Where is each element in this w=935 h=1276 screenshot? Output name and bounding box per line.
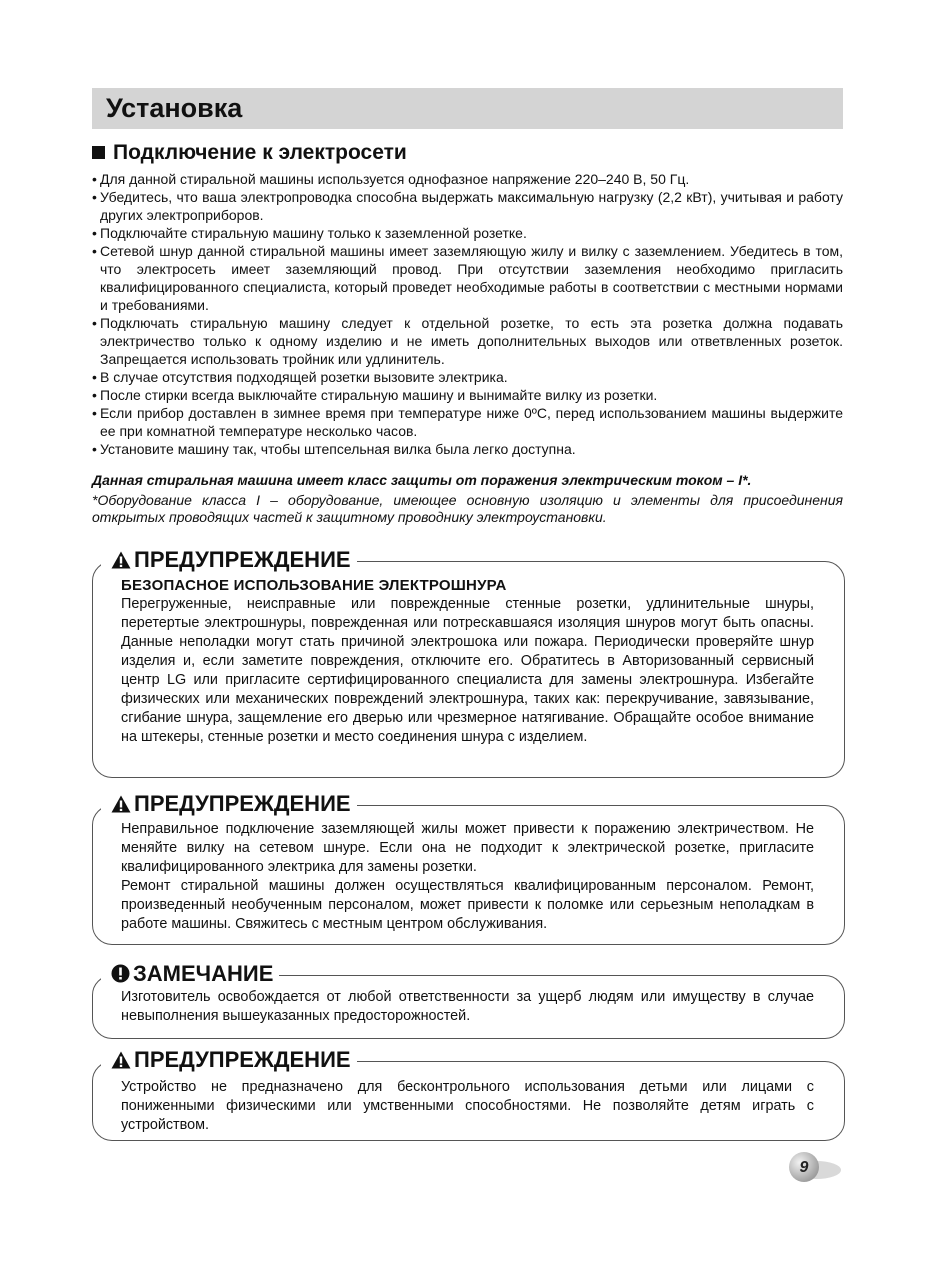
warning-box-grounding xyxy=(92,791,845,945)
page-number: 9 xyxy=(799,1159,809,1176)
list-item: • Подключайте стиральную машину только к заземленной розетке. xyxy=(92,224,843,242)
list-item: • Подключать стиральную машину следует к отдельной розетке, то есть эта розетка должна подавать электричество только к одному изделию и не иметь дополнительных выходов или ответвленных розеток. Запрещается использовать тройник или удлинитель. xyxy=(92,314,843,368)
bullet-list xyxy=(92,170,843,458)
note-box xyxy=(92,961,845,1039)
page-title-bar xyxy=(92,88,843,129)
note-title-text: ЗАМЕЧАНИЕ xyxy=(133,961,274,986)
list-item: • В случае отсутствия подходящей розетки вызовите электрика. xyxy=(92,368,843,386)
protection-class-footnote: *Оборудование класса I – оборудование, имеющее основную изоляцию и элементы для присоединения открытых проводящих частей к защитному проводнику электроустановки. xyxy=(92,492,843,525)
warning-title xyxy=(101,545,357,575)
warning-title-text: ПРЕДУПРЕЖДЕНИЕ xyxy=(134,1047,351,1072)
exclamation-circle-icon xyxy=(111,964,130,983)
warning-body xyxy=(121,1078,814,1135)
warning-box-children xyxy=(92,1047,845,1141)
warning-triangle-icon xyxy=(111,1051,131,1069)
warning-title-text: ПРЕДУПРЕЖДЕНИЕ xyxy=(134,791,351,816)
square-bullet-icon xyxy=(92,146,105,159)
list-item: • После стирки всегда выключайте стиральную машину и вынимайте вилку из розетки. xyxy=(92,386,843,404)
note-text: Изготовитель освобождается от любой ответственности за ущерб людям или имуществу в случае невыполнения вышеуказанных предосторожностей. xyxy=(121,989,814,1024)
warning-subtitle: БЕЗОПАСНОЕ ИСПОЛЬЗОВАНИЕ ЭЛЕКТРОШНУРА xyxy=(121,577,507,594)
section-title: Подключение к электросети xyxy=(113,141,407,164)
warning-title xyxy=(101,789,357,819)
warning-box-power-cord xyxy=(92,547,845,778)
warning-body xyxy=(121,576,814,747)
section-heading xyxy=(92,141,407,165)
page-number-badge xyxy=(780,1151,842,1184)
warning-text: Перегруженные, неисправные или поврежденные стенные розетки, удлинительные шнуры, перетертые электрошнуры, поврежденная или потрескавшаяся изоляция шнуров могут быть опасны. Данные неполадки могут стать причиной электрошока или пожара. Периодически проверяйте шнур изделия и, если заметите повреждения, отключите его. Обратитесь в Авторизованный сервисный центр LG или пригласите сертифицированного специалиста для замены электрошнура. Избегайте физических или механических повреждений электрошнура, таких как: перекручивание, завязывание, сгибание шнура, защемление его дверью или чрезмерное натягивание. Обращайте особое внимание на штекеры, стенные розетки и место соединения шнура с изделием. xyxy=(121,596,814,745)
list-item: • Для данной стиральной машины используется однофазное напряжение 220–240 В, 50 Гц. xyxy=(92,170,843,188)
list-item: • Установите машину так, чтобы штепсельная вилка была легко доступна. xyxy=(92,440,843,458)
warning-body xyxy=(121,820,814,934)
warning-text: Ремонт стиральной машины должен осуществляться квалифицированным персоналом. Ремонт, произведенный необученным персоналом, может привести к поломке или серьезным неполадкам в работе машины. Свяжитесь с местным центром обслуживания. xyxy=(121,878,814,932)
warning-text: Устройство не предназначено для бесконтрольного использования детьми или лицами с пониженными физическими или умственными способностями. Не позволяйте детям играть с устройством. xyxy=(121,1079,814,1133)
note-body xyxy=(121,988,814,1026)
warning-triangle-icon xyxy=(111,551,131,569)
list-item: • Если прибор доставлен в зимнее время при температуре ниже 0ºC, перед использованием машины выдержите ее при комнатной температуре несколько часов. xyxy=(92,404,843,440)
warning-title-text: ПРЕДУПРЕЖДЕНИЕ xyxy=(134,547,351,572)
warning-text: Неправильное подключение заземляющей жилы может привести к поражению электричеством. Не меняйте вилку на сетевом шнуре. Если она не подходит к электрической розетке, пригласите квалифицированного электрика для замены розетки. xyxy=(121,821,814,875)
note-title xyxy=(101,959,279,989)
list-item: • Сетевой шнур данной стиральной машины имеет заземляющую жилу и вилку с заземлением. Убедитесь в том, что электросеть имеет заземляющий провод. При отсутствии заземления необходимо пригласить квалифицированного специалиста, который проведет необходимые работы в соответствии с местными нормами и требованиями. xyxy=(92,242,843,314)
warning-title xyxy=(101,1045,357,1075)
page-title: Установка xyxy=(106,93,243,123)
warning-triangle-icon xyxy=(111,795,131,813)
protection-class-note: Данная стиральная машина имеет класс защиты от поражения электрическим током – I*. xyxy=(92,472,752,488)
list-item: • Убедитесь, что ваша электропроводка способна выдержать максимальную нагрузку (2,2 кВт), учитывая и работу других электроприборов. xyxy=(92,188,843,224)
